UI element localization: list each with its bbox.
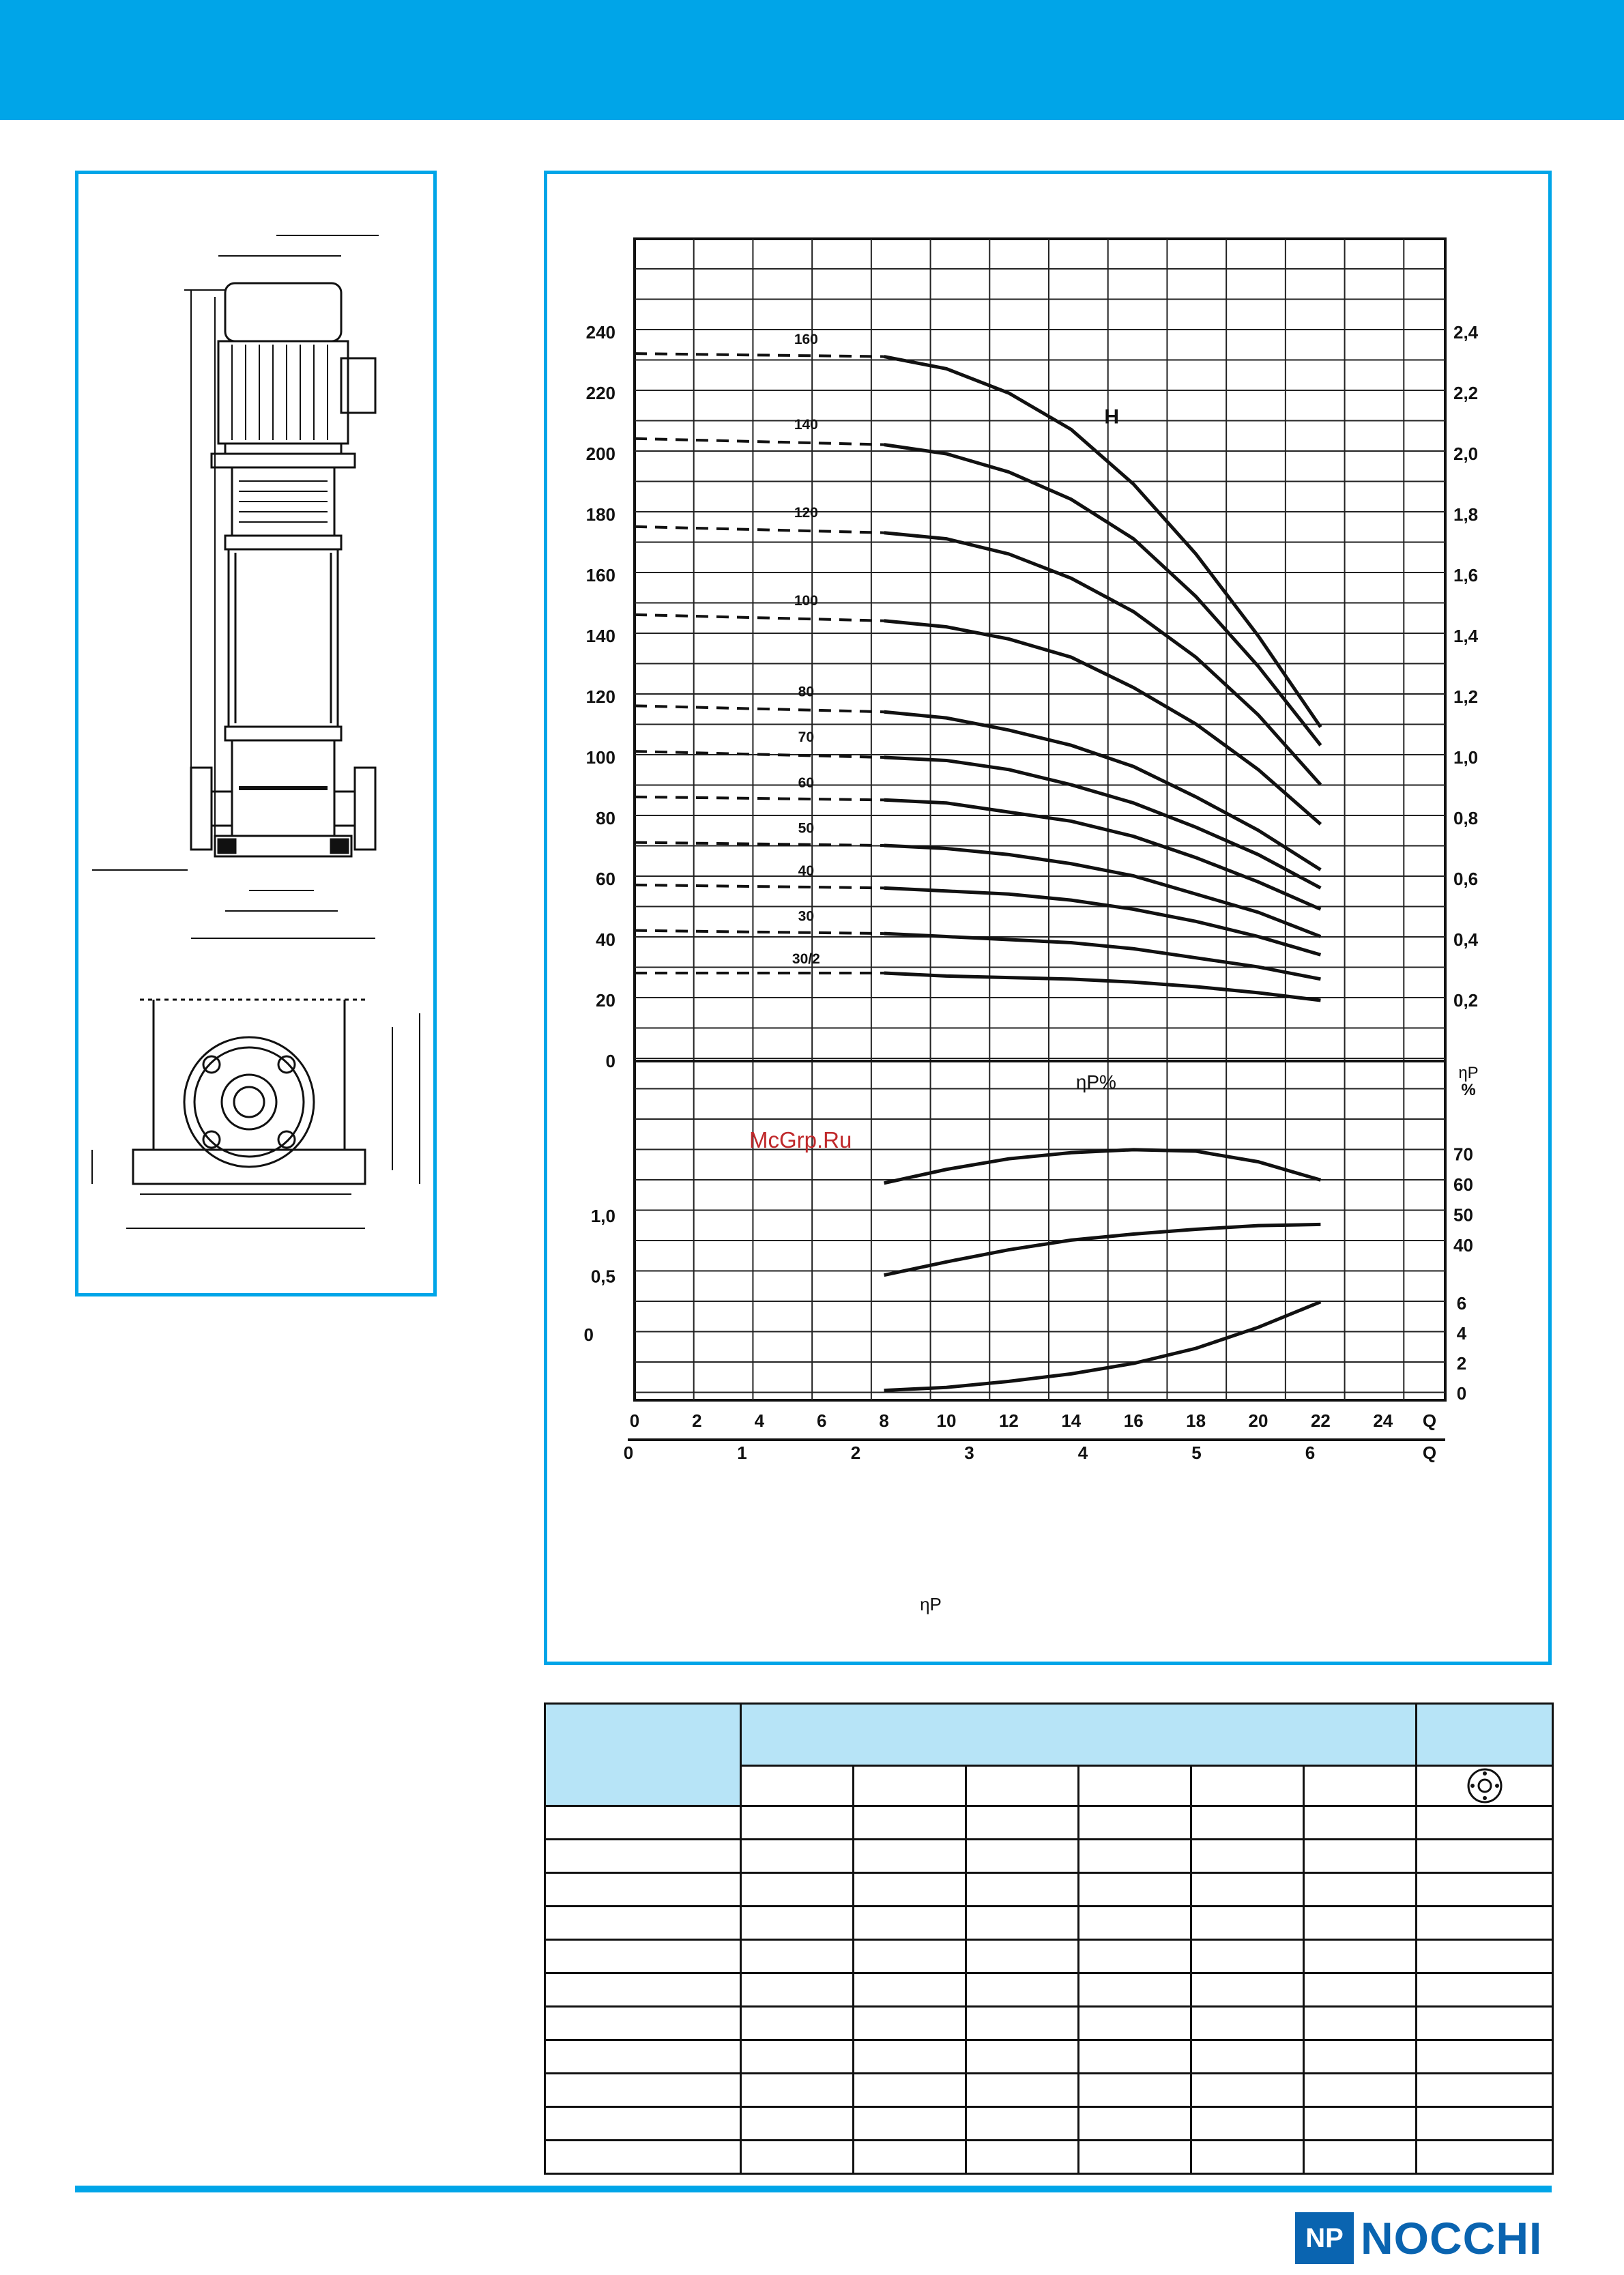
- efficiency-curve-label: ηP%: [1075, 1071, 1116, 1092]
- table-row: [545, 1907, 1553, 1940]
- head-curve-label: 160: [794, 332, 818, 348]
- head-tick-label-left: 0: [605, 1051, 615, 1071]
- power-tick-label: 1,0: [590, 1206, 615, 1226]
- table-cell: [741, 1940, 854, 1973]
- table-subheader-cell: [1304, 1766, 1417, 1806]
- table-row: [545, 1973, 1553, 2007]
- table-cell: [741, 2007, 854, 2040]
- table-cell: [545, 1806, 741, 1840]
- table-cell: [545, 1973, 741, 2007]
- head-curve-label: 140: [794, 416, 818, 433]
- table-cell: [1304, 1840, 1417, 1873]
- watermark-text: McGrp.Ru: [749, 1127, 852, 1153]
- head-curve-dashed-120: [635, 527, 884, 533]
- efficiency-tick-label: 50: [1453, 1204, 1473, 1226]
- flange-icon: [1466, 1767, 1503, 1804]
- flow-tick-label-1: 0: [629, 1410, 640, 1431]
- npsh-curve: [884, 1302, 1321, 1391]
- brand-name: NOCCHI: [1361, 2213, 1543, 2263]
- spec-table: [544, 1702, 1554, 2175]
- power-curve: [884, 1224, 1321, 1275]
- table-row: [545, 2074, 1553, 2107]
- head-curve-30: [884, 933, 1321, 979]
- table-cell: [854, 2074, 966, 2107]
- table-subheader-cell: [1079, 1766, 1191, 1806]
- table-cell: [545, 2040, 741, 2074]
- table-row: [545, 1840, 1553, 1873]
- head-tick-label-right: 2,2: [1453, 383, 1479, 403]
- table-cell: [741, 1973, 854, 2007]
- head-tick-label-right: 1,2: [1453, 686, 1479, 707]
- head-tick-label-left: 140: [585, 626, 615, 646]
- table-header-values: [741, 1704, 1417, 1766]
- table-header-model: [545, 1704, 741, 1806]
- flow-axis-label-2: Q: [1422, 1443, 1437, 1463]
- flow-tick-label-2: 4: [1077, 1443, 1088, 1463]
- table-cell: [545, 2074, 741, 2107]
- table-cell: [1079, 1940, 1191, 1973]
- table-cell: [1191, 1973, 1304, 2007]
- table-cell: [1304, 1873, 1417, 1907]
- flow-tick-label-1: 12: [998, 1410, 1019, 1431]
- head-curve-label: 50: [798, 820, 815, 837]
- table-cell: [1417, 2007, 1553, 2040]
- table-cell: [966, 1973, 1079, 2007]
- table-cell: [545, 1873, 741, 1907]
- table-cell: [966, 1840, 1079, 1873]
- table-cell: [1417, 2074, 1553, 2107]
- table-subheader-cell: [741, 1766, 854, 1806]
- table-cell: [966, 1806, 1079, 1840]
- table-cell: [966, 2040, 1079, 2074]
- table-cell: [854, 1840, 966, 1873]
- table-cell: [966, 1940, 1079, 1973]
- head-curve-dashed-80: [635, 706, 884, 712]
- table-cell: [1417, 1973, 1553, 2007]
- head-tick-label-left: 200: [585, 444, 615, 464]
- head-tick-label-left: 60: [596, 869, 615, 889]
- head-tick-label-right: 1,4: [1453, 626, 1479, 646]
- table-cell: [966, 2141, 1079, 2174]
- table-cell: [966, 2107, 1079, 2141]
- npsh-tick-label-right: 6: [1456, 1293, 1467, 1314]
- table-cell: [966, 1873, 1079, 1907]
- head-curve-dashed-60: [635, 797, 884, 800]
- flange-icon-cell: [1417, 1766, 1553, 1806]
- flow-tick-label-1: 8: [879, 1410, 889, 1431]
- table-cell: [1191, 1873, 1304, 1907]
- head-curve-120: [884, 533, 1321, 785]
- table-cell: [1079, 2074, 1191, 2107]
- table-cell: [1079, 2141, 1191, 2174]
- head-tick-label-right: 0,6: [1453, 869, 1479, 889]
- table-cell: [545, 2007, 741, 2040]
- head-curve-30/2: [884, 973, 1321, 1000]
- head-curve-label: 30/2: [792, 951, 820, 967]
- table-cell: [741, 1873, 854, 1907]
- table-cell: [854, 2107, 966, 2141]
- table-cell: [854, 2040, 966, 2074]
- table-subheader-cell: [966, 1766, 1079, 1806]
- head-tick-label-left: 120: [585, 686, 615, 707]
- efficiency-curve: [884, 1150, 1321, 1183]
- table-cell: [1304, 2007, 1417, 2040]
- table-cell: [545, 1940, 741, 1973]
- table-cell: [1079, 2007, 1191, 2040]
- table-cell: [1079, 1907, 1191, 1940]
- flow-tick-label-2: 0: [623, 1443, 634, 1463]
- flow-axis-label-1: Q: [1422, 1410, 1437, 1431]
- head-curve-dashed-40: [635, 885, 884, 888]
- head-tick-label-right: 1,8: [1453, 504, 1479, 525]
- table-cell: [1304, 2074, 1417, 2107]
- head-tick-label-left: 160: [585, 565, 615, 585]
- table-cell: [741, 1907, 854, 1940]
- chart-grid: [628, 239, 1445, 1440]
- table-cell: [1079, 1973, 1191, 2007]
- table-cell: [1191, 1940, 1304, 1973]
- flow-tick-label-1: 18: [1186, 1410, 1206, 1431]
- efficiency-axis-label: ηP: [1458, 1064, 1479, 1082]
- table-row: [545, 2040, 1553, 2074]
- table-cell: [741, 1806, 854, 1840]
- table-row: [545, 2107, 1553, 2141]
- flow-tick-label-1: 24: [1373, 1410, 1393, 1431]
- head-tick-label-left: 20: [596, 990, 615, 1011]
- head-tick-label-left: 220: [585, 383, 615, 403]
- flow-tick-label-2: 6: [1305, 1443, 1316, 1463]
- table-cell: [1417, 1940, 1553, 1973]
- flow-tick-label-2: 3: [964, 1443, 974, 1463]
- table-cell: [1079, 1873, 1191, 1907]
- table-subheader-cell: [1191, 1766, 1304, 1806]
- power-tick-label: 0,5: [590, 1266, 615, 1287]
- table-cell: [854, 1940, 966, 1973]
- table-cell: [545, 1907, 741, 1940]
- head-curve-label: 40: [798, 863, 815, 879]
- table-cell: [1304, 1907, 1417, 1940]
- flow-tick-label-2: 2: [850, 1443, 861, 1463]
- footer-line: [75, 2186, 1552, 2192]
- table-cell: [1304, 1973, 1417, 2007]
- npsh-tick-label-left: 0: [583, 1324, 594, 1345]
- table-cell: [741, 2107, 854, 2141]
- head-tick-label-left: 180: [585, 504, 615, 525]
- table-cell: [1191, 2040, 1304, 2074]
- table-cell: [966, 1907, 1079, 1940]
- table-cell: [1079, 1840, 1191, 1873]
- table-row: [545, 2141, 1553, 2174]
- head-tick-label-right: 2,0: [1453, 444, 1479, 464]
- efficiency-axis-unit: %: [1461, 1081, 1476, 1099]
- npsh-tick-label-right: 4: [1456, 1323, 1467, 1344]
- head-curve-label: 120: [794, 504, 818, 521]
- table-cell: [854, 2007, 966, 2040]
- table-cell: [741, 1840, 854, 1873]
- table-header-connection: [1417, 1704, 1553, 1766]
- table-cell: [1304, 2040, 1417, 2074]
- head-tick-label-right: 0,4: [1453, 929, 1479, 950]
- table-cell: [545, 1840, 741, 1873]
- head-tick-label-right: 1,6: [1453, 565, 1479, 585]
- head-curve-label: 30: [798, 908, 815, 925]
- flow-tick-label-2: 1: [737, 1443, 747, 1463]
- table-cell: [545, 2141, 741, 2174]
- table-cell: [1417, 1840, 1553, 1873]
- head-curve-dashed-100: [635, 615, 884, 621]
- head-tick-label-right: 0,2: [1453, 990, 1479, 1011]
- flow-tick-label-1: 14: [1061, 1410, 1082, 1431]
- efficiency-tick-label: 70: [1453, 1144, 1473, 1165]
- table-cell: [854, 1907, 966, 1940]
- head-tick-label-right: 0,8: [1453, 808, 1479, 828]
- head-curve-label: 80: [798, 684, 815, 700]
- chart-curves: [635, 353, 1320, 1390]
- table-cell: [1191, 1806, 1304, 1840]
- table-cell: [545, 2107, 741, 2141]
- npsh-tick-label-right: 2: [1456, 1353, 1467, 1374]
- table-row: [545, 1806, 1553, 1840]
- table-cell: [1417, 1806, 1553, 1840]
- flow-tick-label-1: 16: [1123, 1410, 1144, 1431]
- head-curve-dashed-140: [635, 439, 884, 445]
- table-cell: [1191, 2141, 1304, 2174]
- table-cell: [854, 1806, 966, 1840]
- head-curve-dashed-160: [635, 353, 884, 356]
- head-curve-label: 100: [794, 592, 818, 609]
- table-cell: [1304, 2107, 1417, 2141]
- table-cell: [1304, 1806, 1417, 1840]
- head-tick-label-left: 40: [596, 929, 615, 950]
- brand-logo: [1295, 2211, 1542, 2265]
- flow-tick-label-1: 22: [1310, 1410, 1331, 1431]
- table-row: [545, 1873, 1553, 1907]
- table-row: [545, 1940, 1553, 1973]
- head-tick-label-right: 1,0: [1453, 747, 1479, 768]
- table-header-row: [545, 1704, 1553, 1766]
- table-cell: [1417, 2107, 1553, 2141]
- table-cell: [741, 2141, 854, 2174]
- head-curve-dashed-30: [635, 931, 884, 933]
- table-subheader-cell: [854, 1766, 966, 1806]
- table-cell: [854, 1973, 966, 2007]
- head-tick-label-left: 240: [585, 322, 615, 343]
- efficiency-tick-label: 60: [1453, 1174, 1473, 1195]
- efficiency-tick-label: 40: [1453, 1235, 1473, 1256]
- flow-tick-label-1: 10: [936, 1410, 957, 1431]
- head-tick-label-left: 80: [596, 808, 615, 828]
- head-curve-label: 60: [798, 774, 815, 791]
- table-cell: [966, 2007, 1079, 2040]
- flow-tick-label-1: 6: [816, 1410, 827, 1431]
- table-cell: [854, 2141, 966, 2174]
- table-cell: [1191, 1840, 1304, 1873]
- table-cell: [1079, 1806, 1191, 1840]
- head-tick-label-left: 100: [585, 747, 615, 768]
- table-cell: [1191, 2107, 1304, 2141]
- table-cell: [1417, 2040, 1553, 2074]
- table-cell: [1191, 2007, 1304, 2040]
- head-tick-label-right: 2,4: [1453, 322, 1479, 343]
- table-cell: [1304, 2141, 1417, 2174]
- table-cell: [966, 2074, 1079, 2107]
- table-cell: [1191, 1907, 1304, 1940]
- table-cell: [1417, 1907, 1553, 1940]
- table-cell: [1079, 2107, 1191, 2141]
- table-cell: [1417, 2141, 1553, 2174]
- table-cell: [1079, 2040, 1191, 2074]
- table-cell: [1417, 1873, 1553, 1907]
- flow-tick-label-1: 2: [692, 1410, 702, 1431]
- table-cell: [854, 1873, 966, 1907]
- table-cell: [1191, 2074, 1304, 2107]
- head-curve-label: 70: [798, 729, 815, 746]
- efficiency-footnote-label: ηP: [920, 1594, 942, 1614]
- flow-tick-label-1: 4: [754, 1410, 765, 1431]
- table-row: [545, 2007, 1553, 2040]
- head-curve-dashed-50: [635, 843, 884, 845]
- flow-tick-label-1: 20: [1248, 1410, 1268, 1431]
- table-cell: [1304, 1940, 1417, 1973]
- brand-logo-mark: NP: [1295, 2212, 1354, 2264]
- table-cell: [741, 2074, 854, 2107]
- npsh-tick-label-right: 0: [1456, 1383, 1467, 1404]
- flow-tick-label-2: 5: [1191, 1443, 1202, 1463]
- head-axis-label: H: [1104, 405, 1120, 429]
- table-cell: [741, 2040, 854, 2074]
